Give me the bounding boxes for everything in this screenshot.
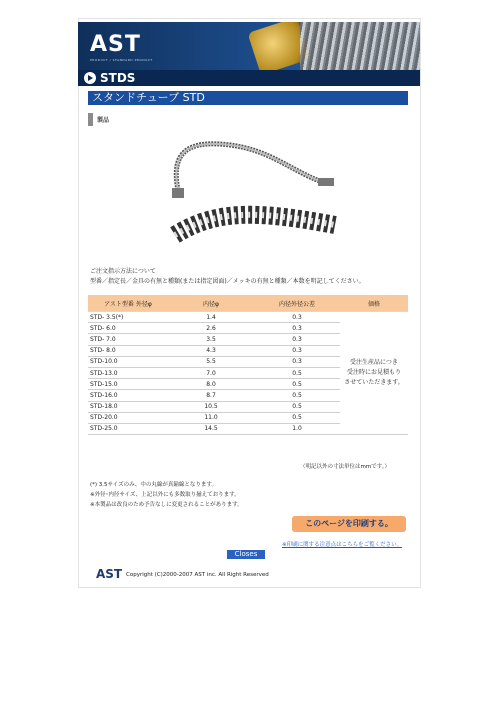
cell-model: STD-15.0 [88, 379, 168, 390]
cell-tolerance: 0.5 [254, 412, 340, 423]
note-1: (*) 3.5サイズのみ、中の丸線が真鍮線となります。 [90, 482, 217, 488]
cell-tolerance: 0.5 [254, 390, 340, 401]
cell-model: STD-18.0 [88, 401, 168, 412]
unit-note: （明記以外の寸法単位はmmです。） [300, 464, 391, 470]
print-page-button[interactable]: このページを印刷する。 [292, 516, 406, 532]
close-button[interactable]: Closes [227, 550, 265, 559]
note-2: ※外径･内径サイズ、上記以外にも多数取り揃えております。 [90, 492, 240, 498]
col-price: 価格 [340, 295, 408, 312]
site-header [78, 22, 420, 70]
instruction-text: 型番／指定長／金具の有無と種類(または指定図面)／メッキの有無と種類／本数を明記してください。 [90, 278, 365, 285]
copyright-text: Copyright (C)2000-2007 AST inc. All Right Reserved [126, 572, 269, 578]
cell-inner: 8.7 [168, 390, 254, 401]
cell-inner: 7.0 [168, 367, 254, 378]
header-hose-image [300, 22, 420, 70]
cell-inner: 5.5 [168, 356, 254, 367]
cell-model: STD-25.0 [88, 423, 168, 434]
cell-tolerance: 0.5 [254, 379, 340, 390]
print-notes-link[interactable]: ※印刷に関する注意点はこちらをご覧ください。 [282, 542, 403, 548]
cell-model: STD- 7.0 [88, 334, 168, 345]
cell-model: STD- 8.0 [88, 345, 168, 356]
cell-model: STD-20.0 [88, 412, 168, 423]
cell-inner: 1.4 [168, 312, 254, 323]
logo-subtitle: PRODUCT / STANDARD PRODUCT [90, 58, 153, 62]
cell-model: STD-10.0 [88, 356, 168, 367]
cell-tolerance: 0.3 [254, 323, 340, 334]
cell-tolerance: 0.5 [254, 401, 340, 412]
play-arrow-icon [84, 72, 96, 84]
cell-inner: 4.3 [168, 345, 254, 356]
cell-model: STD- 6.0 [88, 323, 168, 334]
table-row [88, 312, 408, 323]
cell-tolerance: 0.3 [254, 345, 340, 356]
cell-inner: 2.6 [168, 323, 254, 334]
cell-inner: 8.0 [168, 379, 254, 390]
instruction-title: ご注文指示方法について [90, 268, 156, 275]
price-note [340, 312, 408, 435]
price-line-3: させていただきます。 [344, 379, 404, 387]
cell-tolerance: 0.3 [254, 334, 340, 345]
product-image [150, 130, 370, 255]
cell-model: STD-16.0 [88, 390, 168, 401]
table-header-row [88, 295, 408, 312]
nav-title: STDS [100, 71, 136, 85]
note-3: ※本製品は改良のため予告なしに変更されることがあります。 [90, 502, 243, 508]
page-title: スタンドチューブ STD [88, 91, 408, 105]
section-marker [88, 113, 93, 126]
footer-logo: AST [96, 567, 123, 581]
cell-inner: 10.5 [168, 401, 254, 412]
col-model: アスト型番 外径φ [88, 295, 168, 312]
cell-tolerance: 0.3 [254, 312, 340, 323]
ast-logo: AST [90, 32, 141, 57]
cell-tolerance: 1.0 [254, 423, 340, 434]
price-line-2: 受注時にお見積もり [346, 369, 401, 377]
price-line-1: 受注生産品につき [350, 359, 398, 367]
cell-tolerance: 0.5 [254, 367, 340, 378]
nav-bar [78, 70, 420, 86]
cell-inner: 14.5 [168, 423, 254, 434]
cell-tolerance: 0.3 [254, 356, 340, 367]
cell-model: STD-13.0 [88, 367, 168, 378]
cell-inner: 3.5 [168, 334, 254, 345]
section-label: 製品 [97, 117, 110, 124]
cell-inner: 11.0 [168, 412, 254, 423]
col-inner-diameter: 内径φ [168, 295, 254, 312]
col-tolerance: 内径外径公差 [254, 295, 340, 312]
spec-table [88, 295, 408, 435]
cell-model: STD- 3.5(*) [88, 312, 168, 323]
